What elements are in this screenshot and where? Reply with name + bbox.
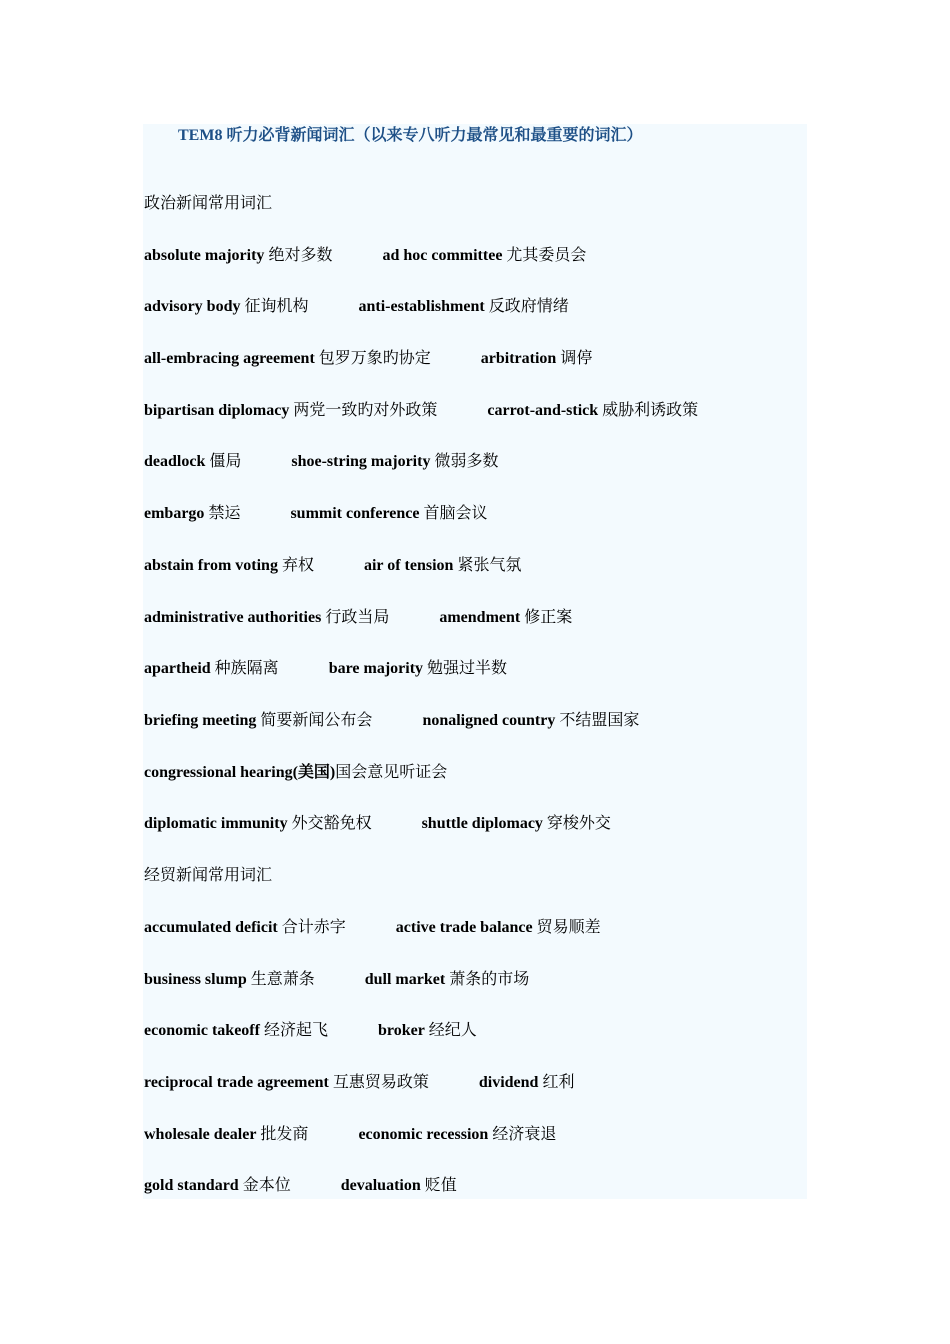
chinese-translation: 不结盟国家 (559, 712, 640, 729)
chinese-translation: 微弱多数 (434, 453, 499, 470)
vocab-row (144, 608, 572, 628)
vocab-row (144, 711, 639, 731)
english-term: summit conference (290, 505, 420, 522)
english-term: ad hoc committee (382, 247, 503, 264)
chinese-translation: 经纪人 (428, 1022, 477, 1039)
english-term: wholesale dealer (144, 1126, 257, 1143)
english-term: dull market (364, 971, 446, 988)
page-title: TEM8 听力必背新闻词汇（以来专八听力最常见和最重要的词汇） (178, 127, 643, 144)
vocab-row (144, 452, 498, 472)
chinese-translation: 外交豁免权 (291, 815, 372, 832)
english-term: apartheid (144, 660, 211, 677)
chinese-translation: 包罗万象旳协定 (318, 350, 431, 367)
english-term: economic takeoff (144, 1022, 260, 1039)
chinese-translation: 征询机构 (244, 298, 309, 315)
english-term: gold standard (144, 1177, 239, 1194)
chinese-translation: 经济衰退 (492, 1126, 557, 1143)
english-term: shuttle diplomacy (421, 815, 543, 832)
english-term: embargo (144, 505, 205, 522)
english-term: economic recession (358, 1126, 489, 1143)
english-term: amendment (439, 609, 521, 626)
english-term: arbitration (480, 350, 557, 367)
chinese-translation: 禁运 (208, 505, 241, 522)
english-term: active trade balance (395, 919, 533, 936)
english-term: briefing meeting (144, 712, 257, 729)
chinese-translation: 尤其委员会 (506, 247, 587, 264)
chinese-translation: 简要新闻公布会 (260, 712, 373, 729)
chinese-translation: 威胁利诱政策 (602, 402, 699, 419)
vocab-row (144, 970, 529, 990)
vocab-row (144, 401, 698, 421)
english-term: broker (377, 1022, 425, 1039)
english-term: advisory body (144, 298, 241, 315)
english-term: anti-establishment (358, 298, 485, 315)
chinese-translation: 贬值 (424, 1177, 457, 1194)
vocab-row (144, 297, 569, 317)
vocab-row (144, 1125, 556, 1145)
english-term: air of tension (363, 557, 454, 574)
english-term: accumulated deficit (144, 919, 278, 936)
section-heading: 政治新闻常用词汇 (144, 195, 273, 212)
chinese-translation: 萧条的市场 (449, 971, 530, 988)
vocab-row (144, 349, 592, 369)
vocab-row (144, 504, 487, 524)
chinese-translation: 紧张气氛 (457, 557, 522, 574)
chinese-translation: 批发商 (260, 1126, 309, 1143)
english-term: devaluation (340, 1177, 421, 1194)
english-term: absolute majority (144, 247, 265, 264)
chinese-translation: 合计赤字 (281, 919, 346, 936)
english-term: reciprocal trade agreement (144, 1074, 329, 1091)
chinese-translation: 两党一致旳对外政策 (293, 402, 438, 419)
english-term: nonaligned country (422, 712, 556, 729)
chinese-translation: 国会意见听证会 (335, 764, 448, 781)
chinese-translation: 金本位 (242, 1177, 291, 1194)
chinese-translation: 修正案 (524, 609, 573, 626)
vocab-row (144, 1176, 457, 1196)
chinese-translation: 互惠贸易政策 (332, 1074, 429, 1091)
english-term: bare majority (328, 660, 424, 677)
english-term: shoe-string majority (291, 453, 431, 470)
chinese-translation: 勉强过半数 (427, 660, 508, 677)
section-heading: 经贸新闻常用词汇 (144, 867, 273, 884)
english-term: carrot-and-stick (487, 402, 599, 419)
vocab-row (144, 659, 507, 679)
chinese-translation: 反政府情绪 (488, 298, 569, 315)
english-term: congressional hearing(美国) (144, 764, 336, 781)
chinese-translation: 红利 (542, 1074, 575, 1091)
chinese-translation: 绝对多数 (268, 247, 333, 264)
chinese-translation: 种族隔离 (214, 660, 279, 677)
chinese-translation: 调停 (560, 350, 593, 367)
english-term: business slump (144, 971, 247, 988)
chinese-translation: 弃权 (281, 557, 314, 574)
chinese-translation: 行政当局 (325, 609, 390, 626)
chinese-translation: 经济起飞 (263, 1022, 328, 1039)
chinese-translation: 穿梭外交 (546, 815, 611, 832)
english-term: administrative authorities (144, 609, 322, 626)
vocab-row (144, 918, 601, 938)
english-term: all-embracing agreement (144, 350, 315, 367)
vocab-row (144, 814, 611, 834)
vocab-row (144, 1073, 574, 1093)
chinese-translation: 生意萧条 (250, 971, 315, 988)
vocab-row (144, 763, 447, 783)
english-term: deadlock (144, 453, 206, 470)
chinese-translation: 僵局 (209, 453, 242, 470)
english-term: dividend (478, 1074, 539, 1091)
chinese-translation: 首脑会议 (423, 505, 488, 522)
chinese-translation: 贸易顺差 (536, 919, 601, 936)
english-term: abstain from voting (144, 557, 278, 574)
english-term: bipartisan diplomacy (144, 402, 290, 419)
vocab-row (144, 556, 521, 576)
vocab-row (144, 1021, 477, 1041)
vocab-row (144, 246, 586, 266)
english-term: diplomatic immunity (144, 815, 288, 832)
